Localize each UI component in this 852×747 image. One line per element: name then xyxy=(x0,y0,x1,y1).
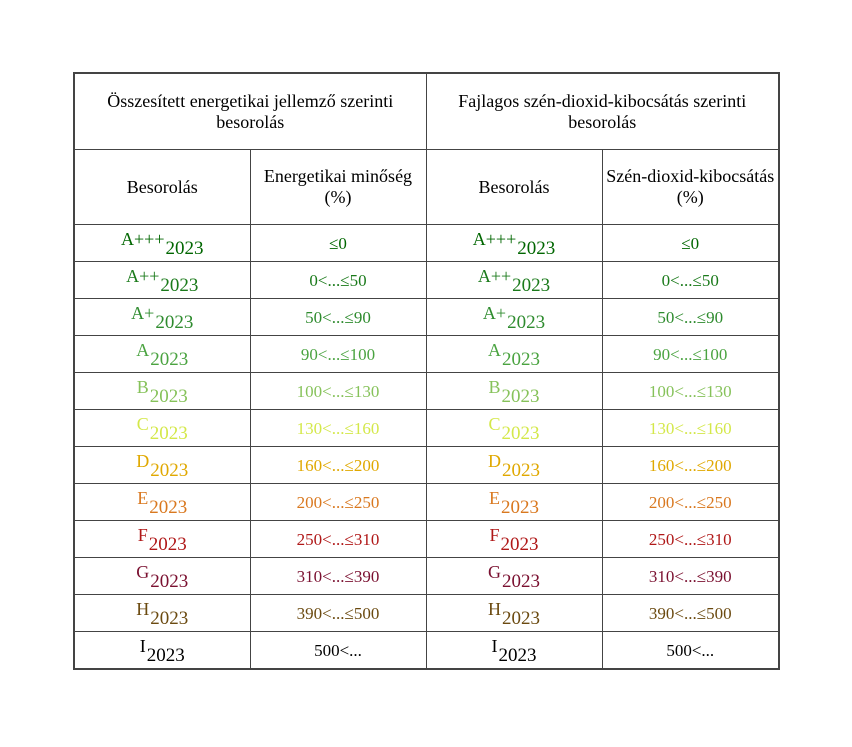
rating-class-cell-co2 xyxy=(426,484,602,521)
range-value: 500<... xyxy=(314,640,362,660)
rating-class-year: 2023 xyxy=(502,459,540,481)
table-row xyxy=(74,521,779,558)
rating-class xyxy=(139,635,185,666)
rating-class-year: 2023 xyxy=(502,570,540,592)
rating-class-letter: D xyxy=(136,450,150,471)
range-value: 310<...≤390 xyxy=(648,566,732,586)
co2-emission-cell xyxy=(602,225,779,262)
rating-class xyxy=(488,376,540,407)
rating-class xyxy=(488,413,540,444)
range-value: 130<...≤160 xyxy=(648,418,732,438)
rating-class-letter: B xyxy=(488,376,501,397)
co2-emission-cell xyxy=(602,262,779,299)
rating-class xyxy=(126,265,199,296)
rating-class-year: 2023 xyxy=(498,644,537,666)
range-value: 100<...≤130 xyxy=(648,381,732,401)
range-value: 200<...≤250 xyxy=(648,492,732,512)
table-row xyxy=(74,484,779,521)
rating-class-letter: H xyxy=(488,598,501,619)
rating-class-letter: C xyxy=(488,413,501,434)
column-header-rating-energy: Besorolás xyxy=(74,150,250,225)
rating-class-letter: F xyxy=(137,524,148,545)
range-value: ≤0 xyxy=(329,233,347,253)
rating-class-year: 2023 xyxy=(502,607,540,629)
rating-class-cell-energy xyxy=(74,336,250,373)
rating-class xyxy=(477,265,551,296)
range-value: 500<... xyxy=(666,640,715,660)
rating-class-cell-energy xyxy=(74,484,250,521)
table-row xyxy=(74,632,779,670)
range-value: 390<...≤500 xyxy=(296,603,380,623)
rating-class-letter: A++ xyxy=(477,265,512,286)
rating-class-year: 2023 xyxy=(150,348,189,370)
rating-class-letter: A xyxy=(136,339,150,360)
column-header-rating-co2: Besorolás xyxy=(426,150,602,225)
rating-class-cell-co2 xyxy=(426,632,602,670)
rating-class-cell-co2 xyxy=(426,410,602,447)
rating-class xyxy=(136,413,188,444)
energy-quality-cell xyxy=(250,410,426,447)
range-value: 160<...≤200 xyxy=(296,455,380,475)
rating-class-letter: I xyxy=(139,635,146,656)
range-value: 250<...≤310 xyxy=(296,529,380,549)
co2-emission-cell xyxy=(602,336,779,373)
rating-class-letter: B xyxy=(136,376,149,397)
rating-class-year: 2023 xyxy=(517,237,556,259)
rating-class-cell-energy xyxy=(74,225,250,262)
rating-class xyxy=(137,487,188,518)
rating-class-cell-energy xyxy=(74,632,250,670)
rating-class-cell-co2 xyxy=(426,595,602,632)
co2-emission-cell xyxy=(602,299,779,336)
rating-class xyxy=(482,302,546,333)
rating-class xyxy=(136,339,189,370)
rating-class-letter: I xyxy=(491,635,498,656)
range-value: 160<...≤200 xyxy=(648,455,732,475)
rating-class-year: 2023 xyxy=(148,533,187,555)
group-header-co2: Fajlagos szén-dioxid-kibocsátás szerinti besorolás xyxy=(426,73,779,150)
energy-quality-cell xyxy=(250,225,426,262)
rating-class-cell-energy xyxy=(74,447,250,484)
rating-class-cell-co2 xyxy=(426,225,602,262)
rating-class-year: 2023 xyxy=(155,311,194,333)
rating-class-year: 2023 xyxy=(160,274,199,296)
table-row xyxy=(74,225,779,262)
rating-class-cell-energy xyxy=(74,299,250,336)
rating-class-cell-energy xyxy=(74,373,250,410)
group-header-energy: Összesített energetikai jellemző szerinti besorolás xyxy=(74,73,426,150)
rating-class-cell-energy xyxy=(74,558,250,595)
energy-quality-cell xyxy=(250,373,426,410)
rating-class xyxy=(489,524,539,555)
rating-class-year: 2023 xyxy=(149,385,188,407)
energy-quality-cell xyxy=(250,558,426,595)
table-row xyxy=(74,262,779,299)
co2-emission-cell xyxy=(602,373,779,410)
co2-emission-cell xyxy=(602,595,779,632)
table-row xyxy=(74,373,779,410)
rating-class-letter: E xyxy=(489,487,500,508)
rating-class-year: 2023 xyxy=(512,274,551,296)
table-row xyxy=(74,595,779,632)
rating-class-year: 2023 xyxy=(507,311,546,333)
column-header-row xyxy=(74,150,779,225)
range-value: 0<...≤50 xyxy=(661,270,719,290)
rating-class-cell-co2 xyxy=(426,262,602,299)
rating-class-letter: A++ xyxy=(126,265,160,286)
rating-class-year: 2023 xyxy=(501,422,540,444)
rating-class xyxy=(488,339,540,370)
co2-emission-cell xyxy=(602,521,779,558)
rating-class-year: 2023 xyxy=(150,459,189,481)
rating-class-letter: H xyxy=(136,598,150,619)
rating-class-cell-co2 xyxy=(426,521,602,558)
rating-class-letter: F xyxy=(489,524,500,545)
rating-class-year: 2023 xyxy=(501,385,540,407)
rating-class xyxy=(488,598,540,629)
rating-class-cell-co2 xyxy=(426,373,602,410)
rating-class-year: 2023 xyxy=(149,496,188,518)
rating-class-year: 2023 xyxy=(149,422,188,444)
column-header-co2-emission: Szén-dioxid-kibocsátás (%) xyxy=(602,150,779,225)
range-value: 200<...≤250 xyxy=(296,492,380,512)
rating-class xyxy=(136,376,188,407)
energy-rating-table xyxy=(73,72,780,670)
rating-class-cell-energy xyxy=(74,410,250,447)
rating-class xyxy=(472,228,556,259)
table-row xyxy=(74,447,779,484)
range-value: 390<...≤500 xyxy=(648,603,732,623)
energy-quality-cell xyxy=(250,484,426,521)
co2-emission-cell xyxy=(602,447,779,484)
energy-quality-cell xyxy=(250,632,426,670)
rating-class-letter: C xyxy=(136,413,149,434)
energy-quality-cell xyxy=(250,447,426,484)
rating-class-letter: D xyxy=(488,450,501,471)
rating-class-letter: A+ xyxy=(482,302,507,323)
rating-class xyxy=(136,598,189,629)
range-value: 130<...≤160 xyxy=(296,418,380,438)
co2-emission-cell xyxy=(602,558,779,595)
rating-class-letter: A+++ xyxy=(472,228,517,249)
rating-class-year: 2023 xyxy=(150,570,189,592)
rating-class xyxy=(491,635,537,666)
rating-class-year: 2023 xyxy=(502,348,540,370)
rating-class xyxy=(137,524,187,555)
rating-class-year: 2023 xyxy=(165,237,204,259)
table-row xyxy=(74,336,779,373)
table-row xyxy=(74,410,779,447)
rating-class-letter: A xyxy=(488,339,501,360)
energy-quality-cell xyxy=(250,595,426,632)
rating-class-letter: E xyxy=(137,487,149,508)
range-value: 100<...≤130 xyxy=(296,381,380,401)
rating-class-year: 2023 xyxy=(501,496,539,518)
range-value: 310<...≤390 xyxy=(296,566,380,586)
range-value: 0<...≤50 xyxy=(309,270,367,290)
rating-class-year: 2023 xyxy=(146,644,185,666)
rating-class-cell-energy xyxy=(74,595,250,632)
rating-class xyxy=(488,561,540,592)
table-row xyxy=(74,299,779,336)
rating-class xyxy=(136,561,189,592)
rating-class xyxy=(136,450,189,481)
range-value: 90<...≤100 xyxy=(300,344,376,364)
rating-class-cell-co2 xyxy=(426,336,602,373)
rating-class xyxy=(131,302,194,333)
co2-emission-cell xyxy=(602,410,779,447)
rating-class-cell-co2 xyxy=(426,447,602,484)
rating-class xyxy=(121,228,204,259)
rating-class-cell-energy xyxy=(74,262,250,299)
rating-class xyxy=(488,450,540,481)
rating-class-letter: A+ xyxy=(131,302,155,323)
table-row xyxy=(74,558,779,595)
rating-class-letter: A+++ xyxy=(121,228,165,249)
range-value: 90<...≤100 xyxy=(653,344,728,364)
range-value: 50<...≤90 xyxy=(305,307,371,327)
co2-emission-cell xyxy=(602,632,779,670)
range-value: 50<...≤90 xyxy=(657,307,724,327)
energy-quality-cell xyxy=(250,521,426,558)
range-value: 250<...≤310 xyxy=(648,529,732,549)
rating-class-cell-co2 xyxy=(426,558,602,595)
rating-class-cell-co2 xyxy=(426,299,602,336)
rating-class-letter: G xyxy=(488,561,501,582)
rating-class-cell-energy xyxy=(74,521,250,558)
energy-quality-cell xyxy=(250,336,426,373)
range-value: ≤0 xyxy=(681,233,700,253)
column-header-energy-quality: Energetikai minőség (%) xyxy=(250,150,426,225)
rating-class-year: 2023 xyxy=(150,607,189,629)
rating-class-letter: G xyxy=(136,561,150,582)
energy-quality-cell xyxy=(250,299,426,336)
rating-class xyxy=(489,487,539,518)
co2-emission-cell xyxy=(602,484,779,521)
energy-quality-cell xyxy=(250,262,426,299)
rating-class-year: 2023 xyxy=(500,533,539,555)
group-header-row xyxy=(74,73,779,150)
